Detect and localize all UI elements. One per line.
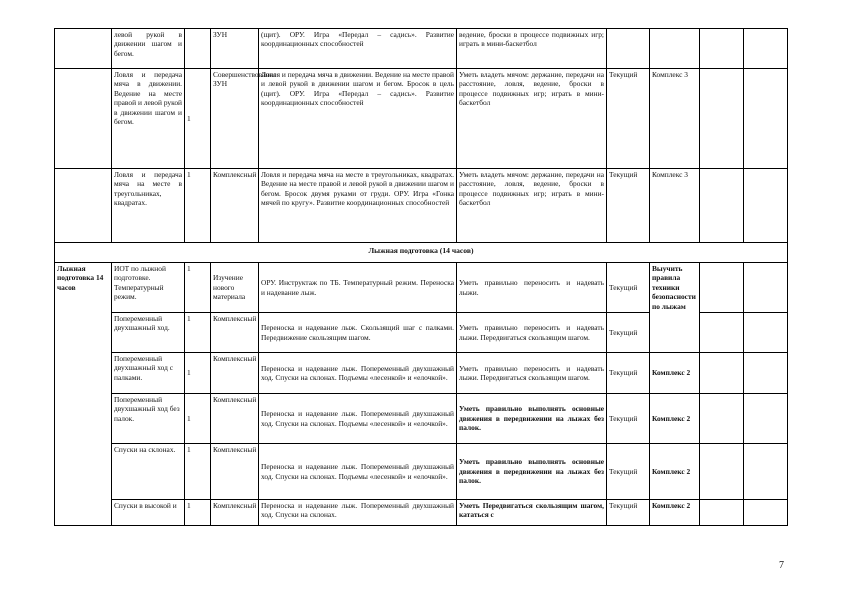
section-header-row [55,243,788,263]
skills-cell: Уметь владеть мячом: держание, передачи на расстояние, ловля, ведение, броски в процессе подвижных игр; играть в мини-баскетбол [457,69,607,169]
date-plan-cell [700,313,744,353]
table-row [55,444,788,500]
topic-cell: Попеременный двухшажный ход с палками. [112,353,185,394]
lesson-type-cell: Комплексный [211,444,259,500]
hours-cell: 1 [185,69,211,169]
hours-cell: 1 [185,263,211,313]
skills-cell: Уметь владеть мячом: держание, передачи на расстояние, ловля, ведение, броски в процессе подвижных игр; играть в мини-баскетбол [457,169,607,243]
date-plan-cell [700,353,744,394]
content-cell: (щит). ОРУ. Игра «Передал – садись». Развитие координационных способностей [259,29,457,69]
date-fact-cell [744,444,788,500]
date-fact-cell [744,500,788,526]
section-cell [55,169,112,243]
content-cell: Ловля и передача мяча на месте в треугольниках, квадратах. Ведение на месте правой и левой рукой в движении шагом и бегом. Бросок двумя руками от груди. ОРУ. Игра «Гонка мячей по кругу». Развитие координационных способностей [259,169,457,243]
content-cell: Переноска и надевание лыж. Попеременный двухшажный ход. Спуски на склонах. [259,500,457,526]
skills-cell: Уметь Передвигаться скользящим шагом, кататься с [457,500,607,526]
content-cell: Переноска и надевание лыж. Попеременный двухшажный ход. Спуски на склонах. Подъемы «лесенкой» и «елочкой». [259,353,457,394]
date-plan-cell [700,500,744,526]
table-row [55,353,788,394]
homework-cell: Комплекс 2 [650,500,700,526]
date-plan-cell [700,29,744,69]
date-plan-cell [700,169,744,243]
skills-cell: Уметь правильно переносить и надевать лыжи. [457,263,607,313]
table-row [55,29,788,69]
hours-cell: 1 [185,353,211,394]
control-cell: Текущий [607,444,650,500]
date-plan-cell [700,69,744,169]
control-cell: Текущий [607,353,650,394]
control-cell: Текущий [607,500,650,526]
homework-cell [650,29,700,69]
lesson-plan-table [54,28,788,526]
skills-cell: Уметь правильно переносить и надевать лыжи. Передвигаться скользящим шагом. [457,313,607,353]
section-cell [55,69,112,169]
control-cell: Текущий [607,169,650,243]
skills-cell: Уметь правильно переносить и надевать лыжи. Передвигаться скользящим шагом. [457,353,607,394]
hours-cell: 1 [185,313,211,353]
table-row [55,500,788,526]
hours-cell: 1 [185,169,211,243]
hours-cell: 1 [185,394,211,444]
content-cell: Переноска и надевание лыж. Скользящий шаг с палками. Передвижение скользящим шагом. [259,313,457,353]
page-number: 7 [779,560,784,571]
lesson-type-cell: Комплексный [211,169,259,243]
section-cell [55,29,112,69]
homework-cell: Комплекс 2 [650,394,700,444]
skills-cell: Уметь правильно выполнять основные движения в передвижении на лыжах без палок. [457,444,607,500]
date-fact-cell [744,169,788,243]
table-row [55,263,788,313]
topic-cell: левой рукой в движении шагом и бегом. [112,29,185,69]
skills-cell: ведение, броски в процессе подвижных игр; играть в мини-баскетбол [457,29,607,69]
homework-cell: Комплекс 3 [650,169,700,243]
date-fact-cell [744,313,788,353]
lesson-type-cell: ЗУН [211,29,259,69]
date-plan-cell [700,394,744,444]
topic-cell: ИОТ по лыжной подготовке. Температурный режим. [112,263,185,313]
table-row [55,69,788,169]
date-fact-cell [744,263,788,313]
homework-cell: Комплекс 2 [650,444,700,500]
table-row [55,169,788,243]
hours-cell: 1 [185,500,211,526]
hours-cell: 1 [185,444,211,500]
control-cell [607,29,650,69]
control-cell: Текущий [607,394,650,444]
date-plan-cell [700,263,744,313]
lesson-type-cell: Комплексный [211,394,259,444]
lesson-type-cell: Комплексный [211,353,259,394]
skills-cell: Уметь правильно выполнять основные движения в передвижении на лыжах без палок. [457,394,607,444]
topic-cell: Ловля и передача мяча на месте в треугольниках, квадратах. [112,169,185,243]
homework-cell: Комплекс 2 [650,353,700,394]
table-row [55,394,788,444]
hours-cell [185,29,211,69]
homework-cell: Выучить правила техники безопасности по лыжам [650,263,700,353]
control-cell: Текущий [607,263,650,313]
section-title: Лыжная подготовка (14 часов) [55,243,788,263]
topic-cell: Попеременный двухшажный ход без палок. [112,394,185,444]
topic-cell: Попеременный двухшажный ход. [112,313,185,353]
control-cell: Текущий [607,313,650,353]
control-cell: Текущий [607,69,650,169]
content-cell: Ловля и передача мяча в движении. Ведение на месте правой и левой рукой в движении шагом и бегом. Бросок в цель (щит). ОРУ. Игра «Передал – садись». Развитие координационных способностей [259,69,457,169]
homework-cell: Комплекс 3 [650,69,700,169]
topic-cell: Спуски в высокой и [112,500,185,526]
topic-cell: Спуски на склонах. [112,444,185,500]
date-fact-cell [744,394,788,444]
content-cell: ОРУ. Инструктаж по ТБ. Температурный режим. Переноска и надевание лыж. [259,263,457,313]
lesson-type-cell: Изучение нового материала [211,263,259,313]
lesson-type-cell: Комплексный [211,313,259,353]
lesson-type-cell: Комплексный [211,500,259,526]
content-cell: Переноска и надевание лыж. Попеременный двухшажный ход. Спуски на склонах. Подъемы «лесенкой» и «елочкой». [259,444,457,500]
date-fact-cell [744,353,788,394]
date-fact-cell [744,69,788,169]
lesson-type-cell: Совершенствование ЗУН [211,69,259,169]
section-label-cell: Лыжная подготовка 14 часов [55,263,112,526]
content-cell: Переноска и надевание лыж. Попеременный двухшажный ход. Спуски на склонах. Подъемы «лесенкой» и «елочкой». [259,394,457,444]
date-plan-cell [700,444,744,500]
date-fact-cell [744,29,788,69]
topic-cell: Ловля и передача мяча в движении. Ведение на месте правой и левой рукой в движении шагом и бегом. [112,69,185,169]
